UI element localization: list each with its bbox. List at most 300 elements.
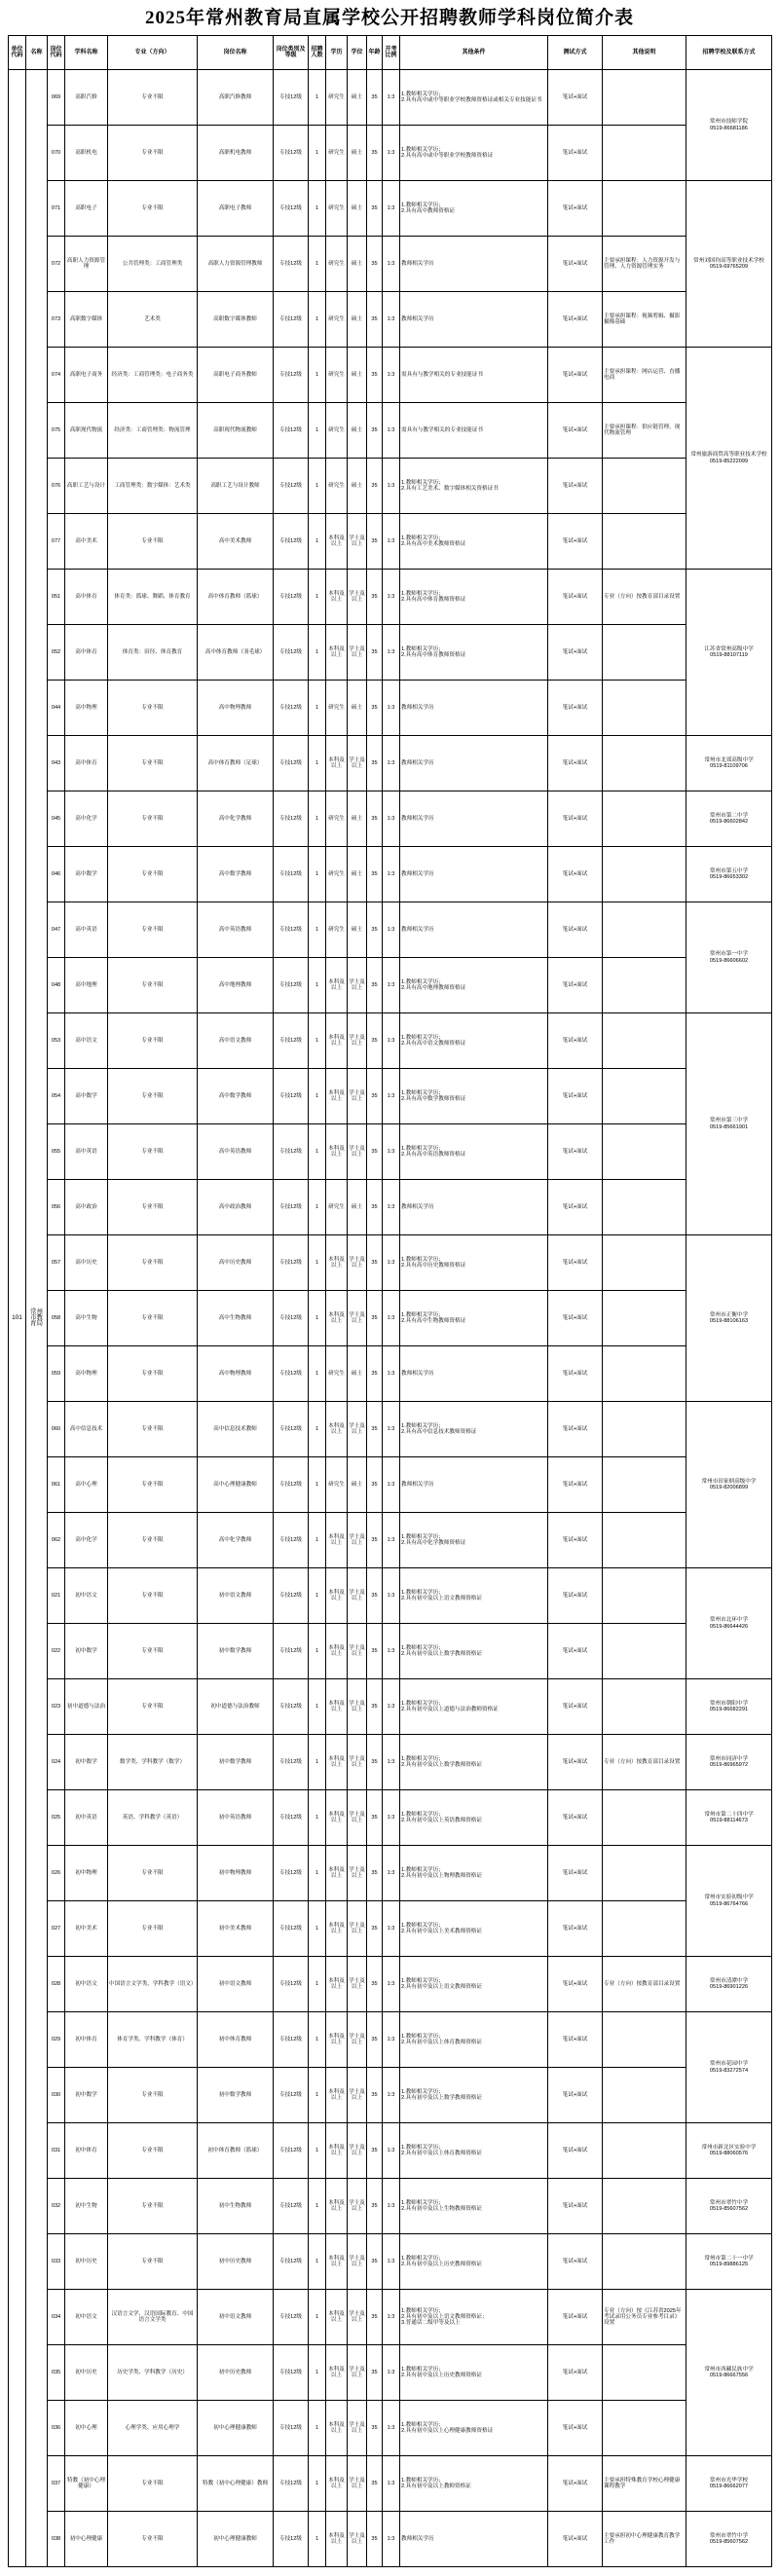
cell-grade: 专技12级 — [274, 2123, 309, 2179]
cell-test-method: 笔试+面试 — [548, 403, 603, 459]
cell-post-name: 高中数学教师 — [198, 1069, 274, 1124]
cell-school-contact: 常州市清潭中学 0519-86901226 — [686, 1957, 772, 2012]
cell-requirements: 1.教师相关学历； 2.具有高中化学教师资格证 — [400, 1513, 548, 1568]
cell-post-code: 075 — [48, 403, 65, 459]
cell-post-code: 056 — [48, 1180, 65, 1235]
cell-test-method: 笔试+面试 — [548, 126, 603, 181]
cell-post-code: 077 — [48, 514, 65, 570]
cell-post-code: 059 — [48, 1346, 65, 1402]
cell-degree: 硕士 — [348, 459, 367, 514]
cell-age: 35 — [367, 2179, 383, 2234]
cell-education: 研究生 — [326, 237, 348, 292]
cell-school-contact: 常州旅游商贸高等职业技术学校 0519-85222099 — [686, 348, 772, 570]
cell-subject: 高中英语 — [65, 1124, 108, 1180]
cell-requirements: 教师相关学历 — [400, 791, 548, 847]
cell-education: 研究生 — [326, 70, 348, 126]
cell-subject: 高中英语 — [65, 902, 108, 958]
cell-subject: 初中美术 — [65, 1901, 108, 1957]
cell-age: 35 — [367, 2123, 383, 2179]
cell-subject: 初中历史 — [65, 2234, 108, 2290]
cell-school-contact: 常州市实验初级中学 0519-86764766 — [686, 1846, 772, 1957]
cell-major: 专业不限 — [108, 1901, 198, 1957]
cell-school-contact: 常州市朝阳中学 0519-86682291 — [686, 1679, 772, 1735]
cell-notes — [603, 1901, 686, 1957]
cell-notes: 专业（方向）按教育部目录设置 — [603, 1957, 686, 2012]
cell-requirements: 1.教师相关学历； 2.具有初中及以上体育教师资格证 — [400, 2123, 548, 2179]
cell-degree: 硕士 — [348, 1457, 367, 1513]
cell-grade: 专技12级 — [274, 1624, 309, 1679]
cell-grade: 专技12级 — [274, 348, 309, 403]
cell-test-method: 笔试+面试 — [548, 1624, 603, 1679]
table-row — [9, 2512, 772, 2567]
cell-post-code: 069 — [48, 70, 65, 126]
cell-test-method: 笔试+面试 — [548, 292, 603, 348]
column-header: 测试方式 — [548, 36, 603, 70]
table-row — [9, 2179, 772, 2234]
cell-major: 专业不限 — [108, 1402, 198, 1457]
cell-degree: 硕士 — [348, 1346, 367, 1402]
cell-post-code: 074 — [48, 348, 65, 403]
cell-notes — [603, 1069, 686, 1124]
cell-major: 专业不限 — [108, 1513, 198, 1568]
cell-count: 1 — [309, 1735, 326, 1790]
cell-ratio: 1:3 — [383, 1901, 400, 1957]
cell-education: 本科及以上 — [326, 1735, 348, 1790]
cell-notes — [603, 2012, 686, 2068]
cell-post-name: 高中语文教师 — [198, 1013, 274, 1069]
column-header: 年龄 — [367, 36, 383, 70]
cell-school-contact: 常州市田家炳高级中学 0519-82006899 — [686, 1402, 772, 1568]
cell-requirements: 教师相关学历 — [400, 847, 548, 902]
cell-education: 本科及以上 — [326, 1513, 348, 1568]
cell-ratio: 1:3 — [383, 1291, 400, 1346]
cell-grade: 专技12级 — [274, 1291, 309, 1346]
cell-school-contact: 常州市新北区实验中学 0519-88060576 — [686, 2123, 772, 2179]
cell-age: 35 — [367, 1846, 383, 1901]
cell-post-code: 055 — [48, 1124, 65, 1180]
cell-major: 历史学类、学科教学（历史） — [108, 2345, 198, 2401]
column-header: 其他说明 — [603, 36, 686, 70]
cell-requirements: 需具有与教学相关的专业技能证书 — [400, 403, 548, 459]
cell-post-name: 初中语文教师 — [198, 1957, 274, 2012]
cell-notes — [603, 958, 686, 1013]
cell-subject: 初中体育 — [65, 2012, 108, 2068]
cell-subject: 高中化学 — [65, 791, 108, 847]
cell-age: 35 — [367, 2456, 383, 2512]
cell-notes: 主要承担初中心理健康教育教学工作 — [603, 2512, 686, 2567]
cell-degree: 硕士 — [348, 70, 367, 126]
cell-age: 35 — [367, 2345, 383, 2401]
cell-ratio: 1:3 — [383, 2234, 400, 2290]
cell-notes — [603, 1568, 686, 1624]
cell-grade: 专技12级 — [274, 403, 309, 459]
cell-count: 1 — [309, 1457, 326, 1513]
cell-major: 专业不限 — [108, 1679, 198, 1735]
cell-grade: 专技12级 — [274, 1513, 309, 1568]
cell-education: 本科及以上 — [326, 570, 348, 625]
table-row — [9, 1957, 772, 2012]
cell-grade: 专技12级 — [274, 958, 309, 1013]
table-row — [9, 2123, 772, 2179]
cell-post-code: 070 — [48, 126, 65, 181]
cell-school-contact: 常州市翠竹中学 0519-85607562 — [686, 2512, 772, 2567]
cell-ratio: 1:3 — [383, 2512, 400, 2567]
cell-major: 专业不限 — [108, 736, 198, 791]
cell-requirements: 教师相关学历 — [400, 1346, 548, 1402]
table-row — [9, 570, 772, 625]
cell-requirements: 1.教师相关学历； 2.具有高中体育教师资格证 — [400, 570, 548, 625]
cell-ratio: 1:3 — [383, 1735, 400, 1790]
cell-grade: 专技12级 — [274, 1346, 309, 1402]
cell-post-name: 初中语文教师 — [198, 1568, 274, 1624]
cell-age: 35 — [367, 237, 383, 292]
cell-subject: 高中美术 — [65, 514, 108, 570]
cell-major: 汉语言文学、汉语国际教育、中国语言文学类 — [108, 2290, 198, 2345]
table-row — [9, 181, 772, 237]
cell-post-code: 051 — [48, 570, 65, 625]
cell-post-code: 072 — [48, 237, 65, 292]
cell-subject: 高职人力资源管理 — [65, 237, 108, 292]
cell-education: 本科及以上 — [326, 1624, 348, 1679]
cell-school-contact: 常州市北环中学 0519-86644426 — [686, 1568, 772, 1679]
cell-post-code: 030 — [48, 2068, 65, 2123]
cell-major: 专业不限 — [108, 847, 198, 902]
cell-post-name: 初中数学教师 — [198, 1624, 274, 1679]
cell-degree: 学士及以上 — [348, 1402, 367, 1457]
cell-post-code: 057 — [48, 1235, 65, 1291]
table-row — [9, 2456, 772, 2512]
cell-count: 1 — [309, 2290, 326, 2345]
cell-notes — [603, 70, 686, 126]
cell-school-contact: 常州市第二十一中学 0519-89886125 — [686, 2234, 772, 2290]
cell-post-name: 初中数学教师 — [198, 2068, 274, 2123]
cell-notes: 主要承担特殊教育学校心理健康课程教学 — [603, 2456, 686, 2512]
cell-degree: 学士及以上 — [348, 1679, 367, 1735]
cell-ratio: 1:3 — [383, 514, 400, 570]
cell-post-code: 044 — [48, 681, 65, 736]
cell-requirements: 1.教师相关学历； 2.具有高中生物教师资格证 — [400, 1291, 548, 1346]
cell-count: 1 — [309, 736, 326, 791]
cell-ratio: 1:3 — [383, 2290, 400, 2345]
cell-age: 35 — [367, 1790, 383, 1846]
cell-post-name: 高职工艺与设计教师 — [198, 459, 274, 514]
cell-post-name: 初中美术教师 — [198, 1901, 274, 1957]
cell-ratio: 1:3 — [383, 958, 400, 1013]
cell-education: 研究生 — [326, 348, 348, 403]
cell-major: 专业不限 — [108, 902, 198, 958]
cell-notes — [603, 2179, 686, 2234]
cell-notes: 主要承担课程：供应链管理、现代物流管理 — [603, 403, 686, 459]
cell-count: 1 — [309, 514, 326, 570]
cell-school-contact: 常州市西藏民族中学 0519-86667556 — [686, 2290, 772, 2456]
cell-grade: 专技12级 — [274, 1790, 309, 1846]
cell-ratio: 1:3 — [383, 625, 400, 681]
cell-major: 专业不限 — [108, 2234, 198, 2290]
column-header: 学科名称 — [65, 36, 108, 70]
cell-post-code: 076 — [48, 459, 65, 514]
cell-grade: 专技12级 — [274, 1568, 309, 1624]
cell-count: 1 — [309, 1957, 326, 2012]
cell-notes — [603, 2068, 686, 2123]
cell-test-method: 笔试+面试 — [548, 2345, 603, 2401]
cell-requirements: 1.教师相关学历； 2.具有高中数学教师资格证 — [400, 1069, 548, 1124]
cell-ratio: 1:3 — [383, 1513, 400, 1568]
cell-grade: 专技12级 — [274, 1402, 309, 1457]
cell-post-code: 027 — [48, 1901, 65, 1957]
cell-requirements: 1.教师相关学历； 2.具有高中信息技术教师资格证 — [400, 1402, 548, 1457]
cell-degree: 学士及以上 — [348, 1901, 367, 1957]
cell-subject: 初中语文 — [65, 2290, 108, 2345]
table-row — [9, 1901, 772, 1957]
cell-post-code: 023 — [48, 1679, 65, 1735]
cell-notes: 专业（方向）按教育部目录设置 — [603, 1735, 686, 1790]
cell-degree: 学士及以上 — [348, 625, 367, 681]
cell-test-method: 笔试+面试 — [548, 2512, 603, 2567]
cell-major: 心理学类、应用心理学 — [108, 2401, 198, 2456]
cell-degree: 学士及以上 — [348, 2345, 367, 2401]
cell-major: 专业不限 — [108, 1180, 198, 1235]
cell-degree: 学士及以上 — [348, 514, 367, 570]
cell-notes — [603, 126, 686, 181]
cell-degree: 学士及以上 — [348, 736, 367, 791]
table-row — [9, 1457, 772, 1513]
cell-test-method: 笔试+面试 — [548, 847, 603, 902]
cell-requirements: 教师相关学历 — [400, 237, 548, 292]
cell-grade: 专技12级 — [274, 1124, 309, 1180]
cell-post-code: 025 — [48, 1790, 65, 1846]
cell-test-method: 笔试+面试 — [548, 2179, 603, 2234]
cell-notes — [603, 1235, 686, 1291]
cell-test-method: 笔试+面试 — [548, 1957, 603, 2012]
cell-degree: 硕士 — [348, 126, 367, 181]
cell-degree: 硕士 — [348, 348, 367, 403]
cell-age: 35 — [367, 1124, 383, 1180]
cell-age: 35 — [367, 625, 383, 681]
cell-test-method: 笔试+面试 — [548, 2456, 603, 2512]
cell-major: 专业不限 — [108, 1124, 198, 1180]
cell-post-name: 高中物理教师 — [198, 681, 274, 736]
cell-count: 1 — [309, 1790, 326, 1846]
cell-grade: 专技12级 — [274, 1069, 309, 1124]
cell-ratio: 1:3 — [383, 2401, 400, 2456]
cell-age: 35 — [367, 847, 383, 902]
cell-degree: 学士及以上 — [348, 1624, 367, 1679]
column-header: 名称 — [26, 36, 48, 70]
cell-major: 专业不限 — [108, 958, 198, 1013]
cell-notes — [603, 2123, 686, 2179]
cell-subject: 高中语文 — [65, 1013, 108, 1069]
table-row — [9, 902, 772, 958]
cell-subject: 高中历史 — [65, 1235, 108, 1291]
cell-count: 1 — [309, 625, 326, 681]
cell-test-method: 笔试+面试 — [548, 1679, 603, 1735]
cell-degree: 学士及以上 — [348, 2456, 367, 2512]
cell-post-name: 高中数学教师 — [198, 847, 274, 902]
cell-post-name: 初中体育教师（篮球） — [198, 2123, 274, 2179]
cell-degree: 学士及以上 — [348, 1846, 367, 1901]
table-row — [9, 1790, 772, 1846]
cell-count: 1 — [309, 237, 326, 292]
cell-count: 1 — [309, 681, 326, 736]
cell-count: 1 — [309, 2345, 326, 2401]
cell-requirements: 1.教师相关学历； 2.具有高中地理教师资格证 — [400, 958, 548, 1013]
cell-education: 研究生 — [326, 1346, 348, 1402]
table-row — [9, 459, 772, 514]
cell-school-contact: 常州市第一中学 0519-86606602 — [686, 902, 772, 1013]
table-row — [9, 1124, 772, 1180]
cell-education: 本科及以上 — [326, 1124, 348, 1180]
cell-post-name: 初中道德与法治教师 — [198, 1679, 274, 1735]
cell-major: 专业不限 — [108, 1457, 198, 1513]
cell-notes — [603, 1124, 686, 1180]
cell-notes — [603, 459, 686, 514]
column-header: 学位 — [348, 36, 367, 70]
cell-major: 专业不限 — [108, 1235, 198, 1291]
cell-degree: 硕士 — [348, 847, 367, 902]
cell-subject: 高中体育 — [65, 736, 108, 791]
cell-notes — [603, 681, 686, 736]
cell-post-code: 032 — [48, 2179, 65, 2234]
cell-major: 体育学类、学科教学（体育） — [108, 2012, 198, 2068]
cell-school-contact: 常州市花园中学 0519-83272574 — [686, 2012, 772, 2123]
cell-test-method: 笔试+面试 — [548, 902, 603, 958]
cell-notes — [603, 1402, 686, 1457]
cell-count: 1 — [309, 2012, 326, 2068]
cell-grade: 专技12级 — [274, 2290, 309, 2345]
cell-count: 1 — [309, 1069, 326, 1124]
cell-test-method: 笔试+面试 — [548, 181, 603, 237]
cell-post-name: 初中心理健康教师 — [198, 2512, 274, 2567]
cell-ratio: 1:3 — [383, 2345, 400, 2401]
cell-ratio: 1:3 — [383, 2456, 400, 2512]
cell-degree: 学士及以上 — [348, 2012, 367, 2068]
cell-count: 1 — [309, 1846, 326, 1901]
cell-count: 1 — [309, 2456, 326, 2512]
cell-ratio: 1:3 — [383, 570, 400, 625]
cell-degree: 学士及以上 — [348, 958, 367, 1013]
cell-grade: 专技12级 — [274, 2345, 309, 2401]
cell-post-code: 021 — [48, 1568, 65, 1624]
cell-degree: 硕士 — [348, 403, 367, 459]
cell-post-code: 060 — [48, 1402, 65, 1457]
table-row — [9, 403, 772, 459]
column-header: 其他条件 — [400, 36, 548, 70]
table-row — [9, 847, 772, 902]
cell-ratio: 1:3 — [383, 1402, 400, 1457]
cell-age: 35 — [367, 403, 383, 459]
cell-ratio: 1:3 — [383, 847, 400, 902]
cell-grade: 专技12级 — [274, 1901, 309, 1957]
cell-ratio: 1:3 — [383, 348, 400, 403]
cell-post-code: 035 — [48, 2345, 65, 2401]
cell-post-name: 高职汽修教师 — [198, 70, 274, 126]
cell-degree: 学士及以上 — [348, 1124, 367, 1180]
cell-grade: 专技12级 — [274, 681, 309, 736]
cell-notes — [603, 181, 686, 237]
cell-post-code: 022 — [48, 1624, 65, 1679]
cell-count: 1 — [309, 2179, 326, 2234]
cell-post-name: 初中语文教师 — [198, 2290, 274, 2345]
cell-education: 研究生 — [326, 847, 348, 902]
cell-grade: 专技12级 — [274, 2179, 309, 2234]
cell-subject: 高中体育 — [65, 625, 108, 681]
cell-major: 专业不限 — [108, 681, 198, 736]
cell-subject: 初中物理 — [65, 1846, 108, 1901]
cell-education: 研究生 — [326, 902, 348, 958]
cell-grade: 专技12级 — [274, 625, 309, 681]
cell-age: 35 — [367, 126, 383, 181]
table-row — [9, 348, 772, 403]
cell-notes — [603, 2401, 686, 2456]
cell-requirements: 1.教师相关学历； 2.具有高中美术教师资格证 — [400, 514, 548, 570]
column-header: 岗位类别及等级 — [274, 36, 309, 70]
cell-count: 1 — [309, 1679, 326, 1735]
cell-age: 35 — [367, 1235, 383, 1291]
cell-age: 35 — [367, 1291, 383, 1346]
table-row — [9, 625, 772, 681]
cell-subject: 高中信息技术 — [65, 1402, 108, 1457]
cell-education: 本科及以上 — [326, 1957, 348, 2012]
table-row — [9, 2290, 772, 2345]
cell-degree: 学士及以上 — [348, 1957, 367, 2012]
cell-notes — [603, 2345, 686, 2401]
cell-post-name: 高职人力资源管理教师 — [198, 237, 274, 292]
cell-post-name: 高中心理健康教师 — [198, 1457, 274, 1513]
cell-count: 1 — [309, 1513, 326, 1568]
cell-test-method: 笔试+面试 — [548, 459, 603, 514]
cell-subject: 初中数学 — [65, 1624, 108, 1679]
cell-subject: 高中生物 — [65, 1291, 108, 1346]
cell-requirements: 教师相关学历 — [400, 1180, 548, 1235]
cell-test-method: 笔试+面试 — [548, 348, 603, 403]
table-row — [9, 1346, 772, 1402]
cell-ratio: 1:3 — [383, 2012, 400, 2068]
cell-post-code: 031 — [48, 2123, 65, 2179]
table-row — [9, 1069, 772, 1124]
cell-test-method: 笔试+面试 — [548, 1513, 603, 1568]
cell-ratio: 1:3 — [383, 902, 400, 958]
cell-grade: 专技12级 — [274, 1957, 309, 2012]
cell-major: 专业不限 — [108, 1346, 198, 1402]
cell-test-method: 笔试+面试 — [548, 1901, 603, 1957]
cell-age: 35 — [367, 1679, 383, 1735]
cell-age: 35 — [367, 1013, 383, 1069]
cell-school-contact: 常州市第五中学 0519-86653302 — [686, 847, 772, 902]
cell-ratio: 1:3 — [383, 403, 400, 459]
cell-post-code: 026 — [48, 1846, 65, 1901]
cell-major: 公共管理类：工商管理类 — [108, 237, 198, 292]
cell-ratio: 1:3 — [383, 1957, 400, 2012]
cell-requirements: 1.教师相关学历； 2.具有初中及以上英语教师资格证 — [400, 1790, 548, 1846]
cell-degree: 硕士 — [348, 181, 367, 237]
cell-age: 35 — [367, 1957, 383, 2012]
cell-major: 专业不限 — [108, 1568, 198, 1624]
cell-test-method: 笔试+面试 — [548, 791, 603, 847]
table-row — [9, 1180, 772, 1235]
cell-grade: 专技12级 — [274, 181, 309, 237]
cell-notes — [603, 514, 686, 570]
unit-code: 101 — [9, 70, 26, 2567]
cell-requirements: 需具有与教学相关的专业技能证书 — [400, 348, 548, 403]
cell-requirements: 教师相关学历 — [400, 292, 548, 348]
cell-post-code: 036 — [48, 2401, 65, 2456]
cell-school-contact: 常州市第二中学 0519-86602842 — [686, 791, 772, 847]
cell-post-code: 048 — [48, 958, 65, 1013]
cell-education: 研究生 — [326, 292, 348, 348]
cell-degree: 学士及以上 — [348, 1069, 367, 1124]
table-row — [9, 237, 772, 292]
cell-ratio: 1:3 — [383, 1846, 400, 1901]
